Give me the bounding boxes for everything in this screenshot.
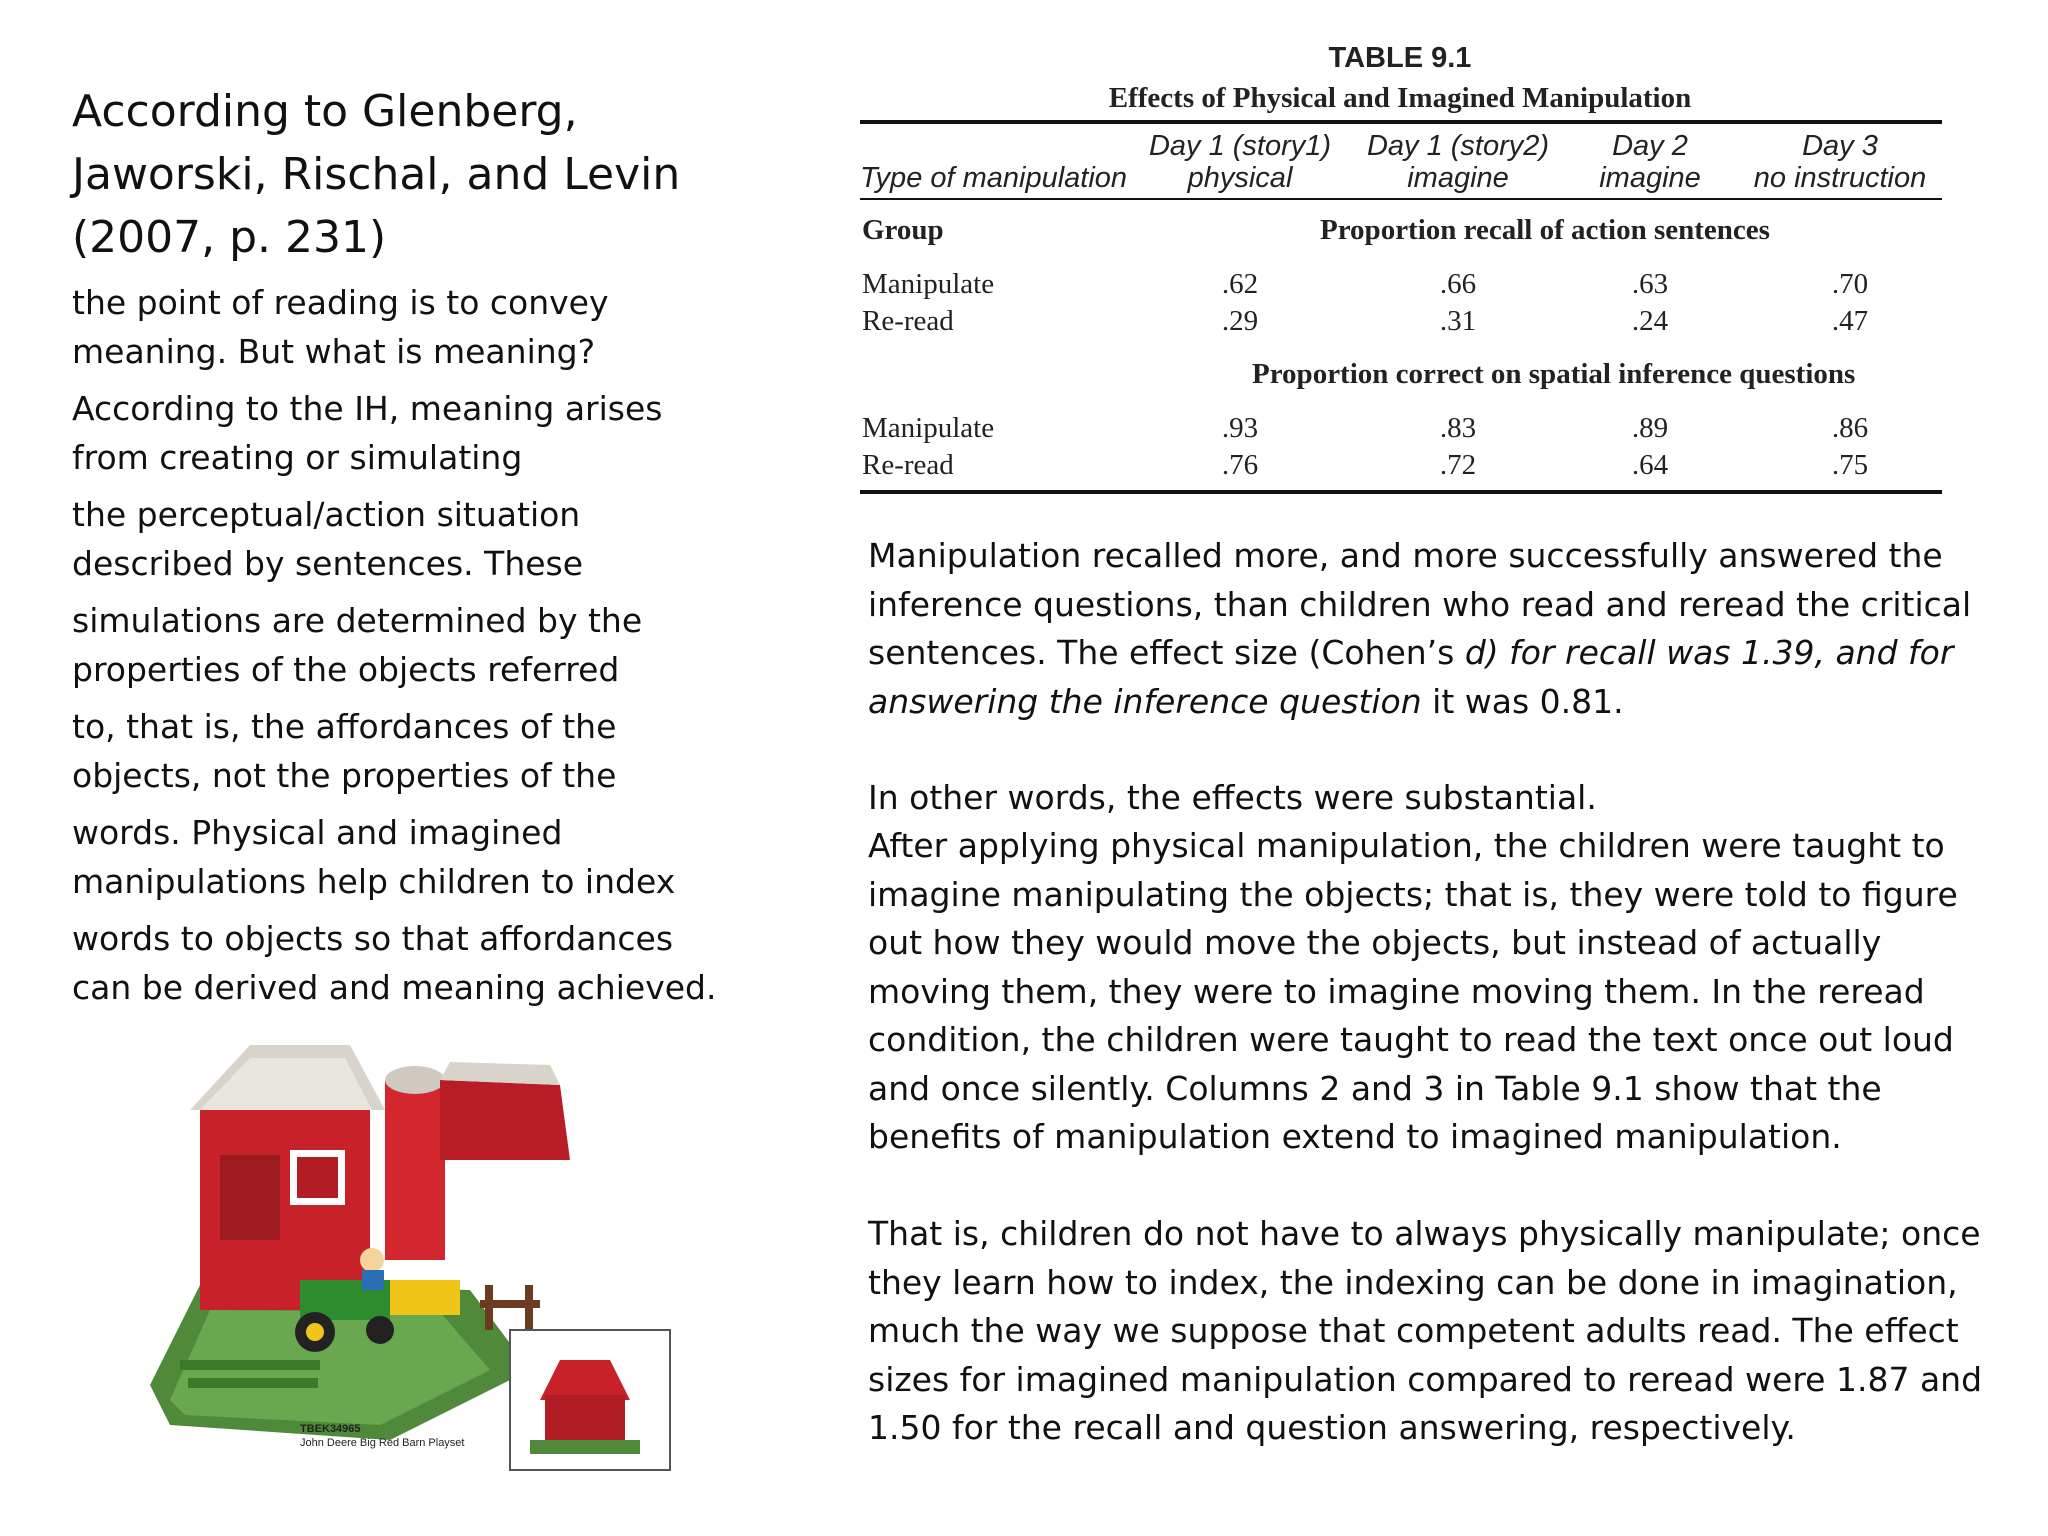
row-label: Manipulate: [862, 268, 995, 300]
column-header-sub: imagine: [1599, 162, 1701, 194]
table-cell: .75: [1831, 449, 1869, 481]
column-header-sub: imagine: [1407, 162, 1509, 194]
left-paragraph: words to objects so that affordances can be derived and meaning achieved.: [72, 919, 717, 1007]
column-header-sub: physical: [1187, 162, 1293, 194]
table-cell: .86: [1831, 412, 1869, 444]
table-top-rule: [860, 120, 1942, 124]
section-title: Proportion recall of action sentences: [1320, 214, 1770, 246]
conclusion-paragraph: That is, children do not have to always physically manipulate; once they learn how to index, the indexing can be done in imagination, much the way we suppose that competent adults read. The effect sizes for imagined manipulation compared to reread were 1.87 and 1.50 for the recall and question answering, respectively.: [868, 1214, 1983, 1447]
left-paragraph: the point of reading is to convey meaning. But what is meaning?: [72, 283, 609, 371]
row-label: Re-read: [862, 305, 954, 337]
table-cell: .76: [1221, 449, 1259, 481]
table-cell: .24: [1631, 305, 1669, 337]
table-cell: .66: [1439, 268, 1477, 300]
italic-text-segment: d) for recall was 1.39, and for answering the inference question: [868, 633, 1954, 721]
left-paragraph: words. Physical and imagined manipulations help children to index: [72, 813, 676, 901]
table-header-rule: [860, 198, 1942, 200]
product-code: TBEK34965: [300, 1423, 361, 1435]
column-header: Day 2: [1612, 130, 1688, 162]
table-cell: .89: [1631, 412, 1669, 444]
table-cell: .70: [1831, 268, 1869, 300]
text-segment: it was 0.81.: [1421, 681, 1624, 721]
row-label: Manipulate: [862, 412, 995, 444]
column-header: Day 3: [1802, 130, 1878, 162]
row-header: Type of manipulation: [860, 162, 1128, 194]
table-cell: .47: [1831, 305, 1869, 337]
left-paragraph: simulations are determined by the properties of the objects referred: [72, 601, 643, 689]
method-paragraph: After applying physical manipulation, the children were taught to imagine manipulating the objects; that is, they were told to figure out how they would move the objects, but instead of actually moving them, they were to imagine moving them. In the reread condition, the children were taught to read the text once out loud and once silently. Columns 2 and 3 in Table 9.1 show that the benefits of manipulation extend to imagined manipulation.: [868, 826, 1958, 1156]
effect-size-paragraph: [868, 532, 1988, 726]
product-name: John Deere Big Red Barn Playset: [300, 1437, 465, 1449]
silo: [385, 1080, 445, 1260]
text-segment: Manipulation recalled more, and more successfully answered the inference questions, than children who read and reread the critical sentences. The effect size (Cohen’s: [868, 536, 1972, 672]
table-cell: .83: [1439, 412, 1477, 444]
row-label: Re-read: [862, 449, 954, 481]
group-label: Group: [862, 214, 944, 246]
column-header-sub: no instruction: [1753, 162, 1927, 194]
table-cell: .72: [1439, 449, 1477, 481]
column-header: Day 1 (story2): [1366, 130, 1550, 162]
table-cell: .63: [1631, 268, 1669, 300]
left-heading: According to Glenberg, Jaworski, Rischal, and Levin (2007, p. 231): [72, 86, 681, 263]
left-paragraph: the perceptual/action situation described by sentences. These: [72, 495, 584, 583]
left-paragraph: to, that is, the affordances of the objects, not the properties of the: [72, 707, 617, 795]
table-cell: .93: [1221, 412, 1259, 444]
table-cell: .29: [1221, 305, 1259, 337]
summary-paragraph: In other words, the effects were substantial.: [868, 778, 1597, 817]
left-paragraph: According to the IH, meaning arises from creating or simulating: [72, 389, 663, 477]
column-header: Day 1 (story1): [1148, 130, 1332, 162]
table-cell: .64: [1631, 449, 1669, 481]
playset-photo: [140, 1040, 680, 1480]
table-cell: .62: [1221, 268, 1259, 300]
table-label: TABLE 9.1: [1328, 42, 1472, 74]
table-bottom-rule: [860, 490, 1942, 494]
table-cell: .31: [1439, 305, 1477, 337]
table-caption: Effects of Physical and Imagined Manipulation: [1108, 82, 1692, 114]
section-title: Proportion correct on spatial inference questions: [1252, 358, 1856, 390]
